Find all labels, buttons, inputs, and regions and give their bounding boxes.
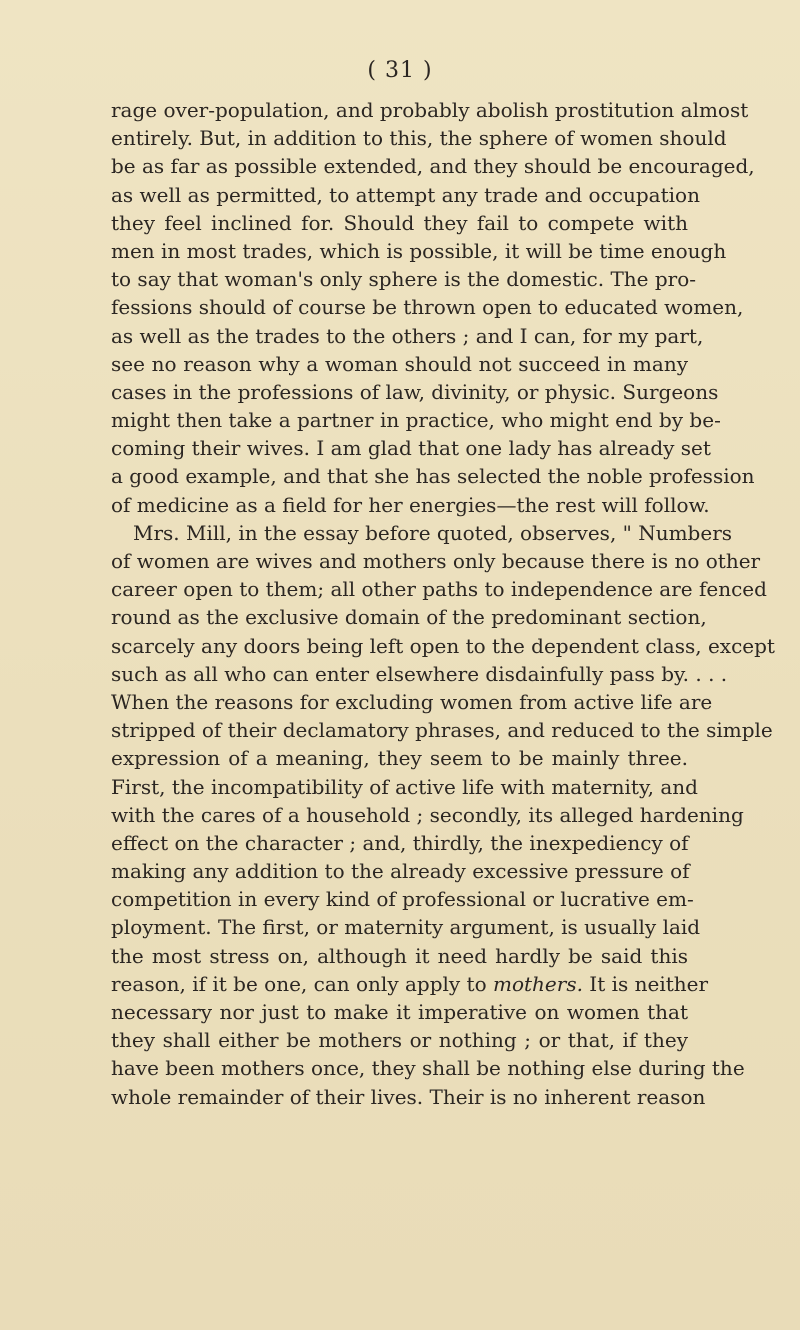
text-line: they feel inclined for. Should they fail to compete with [111, 210, 688, 235]
italic-word: mothers. [493, 971, 583, 996]
text-line: career open to them; all other paths to independence are fenced [111, 577, 767, 602]
text-segment: reason, if it be one, can only apply to [111, 971, 487, 996]
text-line: First, the incompatibility of active life with maternity, and [111, 774, 698, 799]
text-line: stripped of their declamatory phrases, and reduced to the simple [111, 718, 773, 743]
text-line: cases in the professions of law, divinity, or physic. Surgeons [111, 379, 719, 404]
text-line: effect on the character ; and, thirdly, the inexpediency of [111, 830, 689, 855]
text-line: to say that woman's only sphere is the domestic. The pro- [111, 267, 697, 292]
paragraph-start-line: Mrs. Mill, in the essay before quoted, observes, " Numbers [133, 520, 733, 545]
text-line: of medicine as a field for her energies—the rest will follow. [111, 492, 710, 517]
text-line: expression of a meaning, they seem to be mainly three. [111, 746, 688, 771]
page-number: ( 31 ) [367, 58, 433, 83]
text-line: When the reasons for excluding women from active life are [111, 689, 713, 714]
text-line: might then take a partner in practice, who might end by be- [111, 408, 721, 433]
text-line: scarcely any doors being left open to the dependent class, except [111, 633, 775, 658]
text-line: of women are wives and mothers only because there is no other [111, 549, 761, 573]
text-line: be as far as possible extended, and they should be encouraged, [111, 154, 755, 179]
text-line: the most stress on, although it need hardly be said this [111, 943, 688, 968]
text-line: whole remainder of their lives. Their is no inherent reason [111, 1084, 706, 1109]
text-line: coming their wives. I am glad that one lady has already set [111, 436, 711, 461]
text-line: as well as permitted, to attempt any trade and occupation [111, 182, 700, 207]
text-line: they shall either be mothers or nothing ; or that, if they [111, 1028, 688, 1053]
text-line: men in most trades, which is possible, it will be time enough [111, 238, 727, 263]
body-text [111, 96, 775, 1111]
text-line: fessions should of course be thrown open to educated women, [111, 295, 744, 320]
text-line: have been mothers once, they shall be nothing else during the [111, 1056, 745, 1081]
text-segment: It is neither [582, 971, 709, 996]
text-line: with the cares of a household ; secondly, its alleged hardening [111, 802, 744, 827]
text-line: a good example, and that she has selected the noble profession [111, 464, 755, 489]
text-line-with-italic [111, 970, 709, 998]
text-line: competition in every kind of professional or lucrative em- [111, 887, 694, 912]
text-line: ployment. The first, or maternity argument, is usually laid [111, 915, 701, 940]
text-line: entirely. But, in addition to this, the sphere of women should [111, 126, 727, 151]
text-line: rage over-population, and probably abolish prostitution almost [111, 98, 749, 122]
text-line: making any addition to the already excessive pressure of [111, 859, 690, 884]
text-line: round as the exclusive domain of the predominant section, [111, 605, 707, 630]
text-line: such as all who can enter elsewhere disdainfully pass by. . . . [111, 661, 728, 686]
text-line: see no reason why a woman should not succeed in many [111, 351, 688, 376]
text-line: necessary nor just to make it imperative on women that [111, 1000, 688, 1024]
text-line: as well as the trades to the others ; and I can, for my part, [111, 323, 704, 348]
